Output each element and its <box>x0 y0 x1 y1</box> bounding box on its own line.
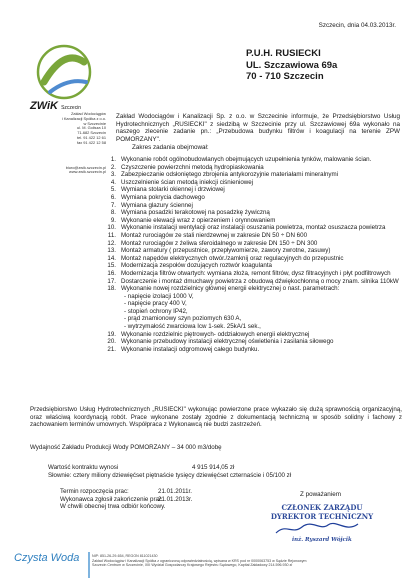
scope-item-number: 12. <box>107 239 116 247</box>
scope-item-number: 7. <box>110 201 116 209</box>
scope-item-number: 14. <box>107 254 116 262</box>
scope-item <box>102 270 402 278</box>
intro-paragraph: Zakład Wodociągów i Kanalizacji Sp. z o.o. w Szczecinie informuje, że Przedsiębiorstwo Usług Hydrotechnicznych „RUSIECKI" z siedzibą w Szczecinie przy ul. Szczawiowej 69a wykonało na naszego zlecenie zadanie pn.: „Przebudowa budynku filtrów i koagulacji na terenie ZPW POMORZANY". <box>116 113 400 143</box>
company-address-block: Zakład Wodociągów i Kanalizacji Spółka z o.o. w Szczecinie ul. M. Golisza 10 71-682 Szczecin tel. 91 422 12 61 fax 91 422 12 58 biuro@zwik.szczecin.pl www.zwik.szczecin.pl <box>24 112 106 175</box>
scope-item-text: - stopień ochrony IP42, <box>124 307 188 315</box>
scope-items-list <box>102 156 402 353</box>
acceptance-note: W chwili obecnej trwa odbiór końcowy. <box>60 503 166 511</box>
scope-item <box>102 224 402 232</box>
scope-item-number: 17. <box>107 277 116 285</box>
scope-item-text: Modernizacja zespołów dozujących roztwór koagulanta <box>121 262 272 270</box>
scope-sub-item <box>102 300 402 308</box>
scope-item-number: 5. <box>110 186 116 194</box>
scope-item <box>102 247 402 255</box>
scope-item-text: Modernizacja filtrów otwartych: wymiana złoża, remont filtrów, dysz filtracyjnych i płyt podfiltrowych <box>121 269 391 277</box>
document-date: Szczecin, dnia 04.03.2013r. <box>318 22 396 29</box>
scope-item <box>102 217 402 225</box>
footer-logo: Czysta Woda <box>14 552 80 564</box>
footer-legal: NIP: 851-26-29-654, REGON 811021430 Zakład Wodociągów i Kanalizacji Spółka z ograniczoną odpowiedzialnością, wpisana w KRS pod nr 0000063753 w Sądzie Rejonowym Szczecin Centrum w Szczecinie, XIII Wydział Gospodarczy Krajowego Rejestru Sądowego, Kapitał Zakładowy 214.596.930 zł <box>92 554 307 568</box>
scope-item-text: Wykonanie przebudowy instalacji elektrycznej oświetlenia i zasilania siłowego <box>121 338 334 346</box>
scope-item <box>102 186 402 194</box>
scope-item <box>102 262 402 270</box>
scope-item-text: Wykonanie instalacji wentylacji oraz instalacji osuszania powietrza, montaż osuszacza powietrza <box>121 224 386 232</box>
scope-item-text: Wykonanie rozdzielnic piętrowych- oddziałowych energii elektrycznej <box>121 330 310 338</box>
scope-item-text: Montaż napędów elektrycznych otwór./zamknij oraz regulacyjnych do przepustnic <box>121 254 344 262</box>
zwik-logo-icon <box>30 42 96 106</box>
scope-item <box>102 232 402 240</box>
regards: Z poważaniem <box>300 491 341 498</box>
scope-item-number: 8. <box>110 209 116 217</box>
contract-value: 4 915 914,05 zł <box>192 464 235 471</box>
scope-item <box>102 164 402 172</box>
scope-item-number: 18. <box>107 285 116 293</box>
scope-item <box>102 338 402 346</box>
scope-item <box>102 156 402 164</box>
scope-item-text: Montaż rurociągów z żeliwa sferoidalnego w zakresie DN 150 ÷ DN 300 <box>121 239 318 247</box>
scope-item-number: 1. <box>110 156 116 163</box>
handwritten-signature <box>272 521 362 537</box>
end-date: 21.01.2013r. <box>158 495 193 503</box>
assessment-paragraph: Przedsiębiorstwo Usług Hydrotechnicznych „RUSIECKI" wykonując powierzone prace wykazało się dużą sprawnością organizacyjną, oraz właściwą koordynacją robót. Prace wykonane zostały zgodnie z dokumentacją techniczną w sposób solidny i fachowy z zachowaniem terminów umownych. Współpraca z Wykonawcą nie budzi zastrzeżeń. <box>30 406 402 428</box>
scope-item-text: Wykonanie elewacji wraz z opierzeniem i orynnowaniem <box>121 216 276 224</box>
signature-stamp: CZŁONEK ZARZĄDU DYREKTOR TECHNICZNY <box>270 503 374 521</box>
scope-item-text: Dostarczenie i montaż dmuchawy powietrza z obudową dźwiękochłonną o mocy znam. silnika 110kW <box>121 277 399 285</box>
scope-sub-item <box>102 323 402 331</box>
scope-item <box>102 179 402 187</box>
scope-item-number: 19. <box>107 330 116 338</box>
scope-item-text: - napięcie izolacji 1000 V, <box>124 292 194 300</box>
scope-item <box>102 202 402 210</box>
plant-capacity: Wydajność Zakładu Produkcji Wody POMORZANY – 34 000 m3/dobę <box>30 444 222 451</box>
scope-item-number: 10. <box>107 224 116 232</box>
footer-divider <box>88 552 90 578</box>
recipient-address <box>246 48 337 83</box>
scope-item-text: Wymiana pokrycia dachowego <box>121 193 205 201</box>
scope-item-text: Czyszczenie powierzchni metodą hydropiaskowania <box>121 163 264 171</box>
company-website[interactable]: www.zwik.szczecin.pl <box>69 169 106 175</box>
scope-item-number: 3. <box>110 171 116 179</box>
scope-item-number: 9. <box>110 216 116 224</box>
scope-item <box>102 285 402 293</box>
scope-item <box>102 194 402 202</box>
scope-item-number: 4. <box>110 178 116 186</box>
recipient-city: 70 - 710 Szczecin <box>246 71 324 82</box>
scope-item-text: Uszczelnienie ścian metodą iniekcji ciśnieniowej <box>121 178 254 186</box>
start-label: Termin rozpoczęcia prac: <box>60 488 129 495</box>
signatory-name: inż. Ryszard Wójcik <box>292 537 352 543</box>
scope-item-text: - wytrzymałość zwarciowa Icw 1-sek. 25kA/1 sek., <box>124 323 261 331</box>
scope-item <box>102 255 402 263</box>
scope-item-text: Wykonanie nowej rozdzielnicy głównej energii elektrycznej o nast. parametrach: <box>121 285 340 293</box>
start-date: 21.01.2011r. <box>158 488 192 495</box>
scope-item-text: Wymiana glazury ściennej <box>121 201 193 209</box>
scope-item-number: 2. <box>110 163 116 171</box>
scope-item-text: Montaż armatury ( przepustnice, przepływomierze, zawory zwrotne, zasuwy) <box>121 247 331 255</box>
scope-item <box>102 278 402 286</box>
scope-item-number: 6. <box>110 193 116 201</box>
scope-item-text: - napięcie pracy 400 V, <box>124 300 187 308</box>
terms-block <box>60 488 193 511</box>
scope-item <box>102 346 402 354</box>
end-label: Wykonawca zgłosił zakończenie prac <box>60 495 163 503</box>
scope-item-number: 13. <box>107 247 116 255</box>
scope-item-text: Wymiana stolarki okiennej i drzwiowej <box>121 186 225 194</box>
scope-item-text: - prąd znamionowy szyn poziomych 630 A, <box>124 315 242 323</box>
scope-label: Zakres zadania obejmował: <box>132 144 209 151</box>
contract-value-block <box>48 464 291 479</box>
contract-value-words: Słownie: cztery miliony dziewięćset piętnaście tysięcy dziewięćset czternaście i 05/100 zł <box>48 471 292 479</box>
company-email[interactable]: biuro@zwik.szczecin.pl <box>65 164 106 170</box>
contract-value-label: Wartość kontraktu wynosi <box>48 464 119 471</box>
scope-item <box>102 171 402 179</box>
scope-item-number: 15. <box>107 262 116 270</box>
scope-sub-item <box>102 308 402 316</box>
scope-item-text: Montaż rurociągów ze stali nierdzewnej w zakresie DN 50 ÷ DN 600 <box>121 231 308 239</box>
recipient-street: UL. Szczawiowa 69a <box>246 59 338 71</box>
scope-item-text: Wykonanie robót ogólnobudowlanych obejmujących uzupełnienia tynków, malowanie ścian. <box>121 156 372 163</box>
zwik-logo-text: ZWiK Szczecin <box>30 100 82 112</box>
scope-item-number: 21. <box>107 345 116 353</box>
scope-item-text: Zabezpieczanie odsłoniętego zbrojenia antykorozyjnie materiałami mineralnymi <box>121 171 339 179</box>
scope-item <box>102 331 402 339</box>
scope-sub-item <box>102 293 402 301</box>
scope-item-text: Wykonanie instalacji odgromowej całego budynku. <box>121 345 260 353</box>
scope-sub-item <box>102 315 402 323</box>
scope-item-text: Wymiana posadzki terakotowej na posadzkę żywiczną <box>121 209 270 217</box>
scope-item-number: 11. <box>107 231 116 239</box>
scope-item-number: 16. <box>107 269 116 277</box>
recipient-name: P.U.H. RUSIECKI <box>246 48 321 59</box>
scope-item-number: 20. <box>107 338 116 346</box>
scope-item <box>102 209 402 217</box>
scope-item <box>102 240 402 248</box>
